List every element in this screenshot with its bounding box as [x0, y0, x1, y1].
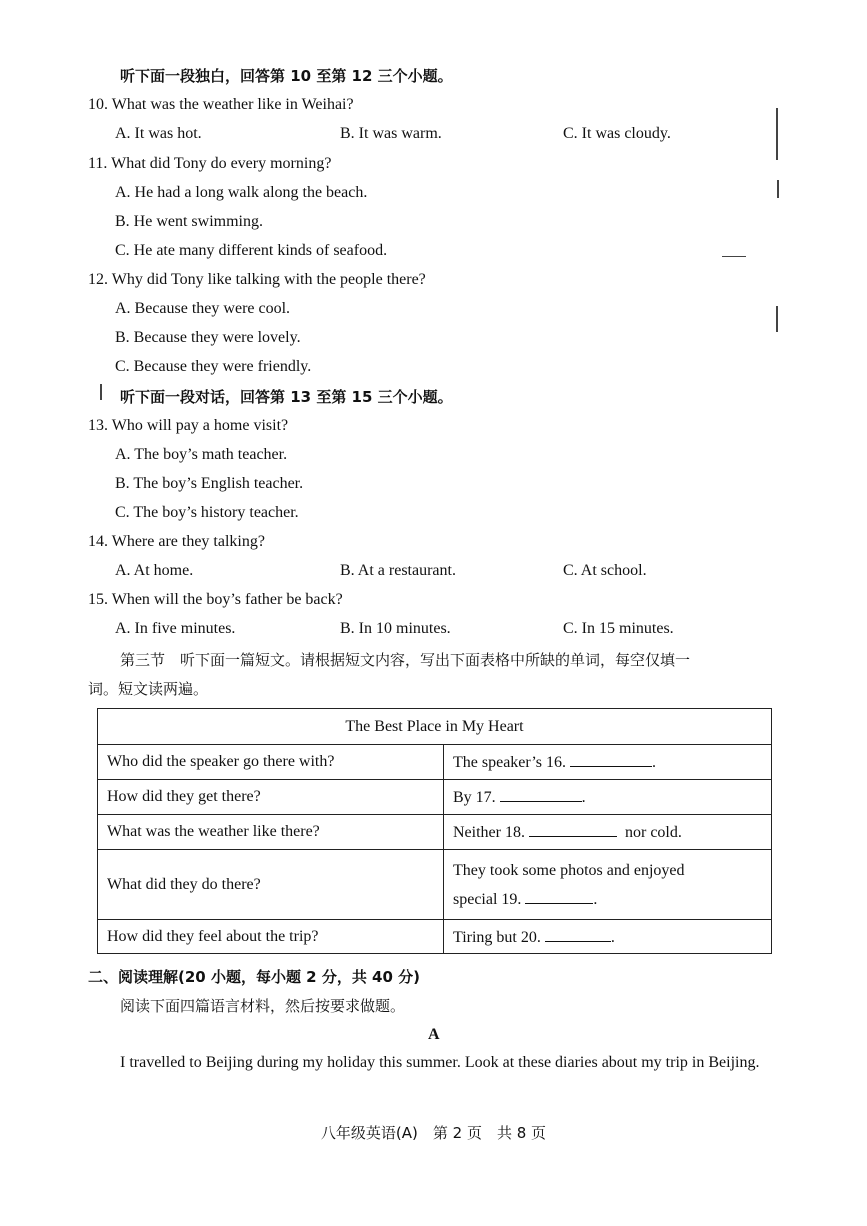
- table-question-cell: What did they do there?: [98, 850, 444, 920]
- table-title: The Best Place in My Heart: [98, 709, 772, 745]
- question-12-option-b: B. Because they were lovely.: [115, 329, 301, 346]
- answer-text-line1: They took some photos and enjoyed: [453, 861, 685, 879]
- table-answer-cell: [444, 920, 772, 954]
- question-14-option-b: B. At a restaurant.: [340, 562, 456, 579]
- part2-heading: 二、阅读理解(20 小题，每小题 2 分，共 40 分): [88, 968, 421, 986]
- answer-prefix: Tiring but 20.: [453, 928, 541, 946]
- question-12-stem: 12. Why did Tony like talking with the people there?: [88, 271, 426, 288]
- answer-suffix: .: [610, 928, 615, 946]
- table-question-cell: What was the weather like there?: [98, 815, 444, 850]
- answer-prefix: The speaker’s 16.: [453, 754, 566, 771]
- scan-artifact-line: [100, 384, 102, 400]
- table-question-cell: How did they get there?: [98, 780, 444, 815]
- table-answer-cell: [444, 815, 772, 850]
- table-row: [98, 815, 772, 850]
- answer-blank-16[interactable]: [570, 752, 652, 767]
- question-10-option-c: C. It was cloudy.: [563, 125, 671, 142]
- answer-prefix: special 19.: [453, 890, 522, 908]
- question-14-option-a: A. At home.: [115, 562, 194, 579]
- scan-artifact-line: [722, 256, 746, 257]
- answer-prefix: Neither 18.: [453, 824, 525, 841]
- question-11-option-c: C. He ate many different kinds of seafood.: [115, 242, 388, 259]
- table-answer-cell: [444, 850, 772, 920]
- answer-line-1: [453, 856, 762, 885]
- table-row: [98, 745, 772, 780]
- table-row: [98, 780, 772, 815]
- table-row: [98, 850, 772, 920]
- question-14-stem: 14. Where are they talking?: [88, 533, 265, 550]
- table-question-cell: Who did the speaker go there with?: [98, 745, 444, 780]
- question-14-option-c: C. At school.: [563, 562, 647, 579]
- answer-suffix: .: [593, 890, 598, 908]
- question-11-option-b: B. He went swimming.: [115, 213, 263, 230]
- question-13-option-c: C. The boy’s history teacher.: [115, 504, 299, 521]
- table-answer-cell: [444, 780, 772, 815]
- page-footer: 八年级英语(A) 第 2 页 共 8 页: [320, 1124, 547, 1142]
- section3-instruction-line1: 第三节 听下面一篇短文。请根据短文内容，写出下面表格中所缺的单词，每空仅填一: [120, 651, 691, 669]
- table-answer-cell: [444, 745, 772, 780]
- question-11-stem: 11. What did Tony do every morning?: [88, 155, 332, 172]
- answer-suffix: .: [652, 754, 656, 771]
- question-15-option-b: B. In 10 minutes.: [340, 620, 451, 637]
- question-15-option-c: C. In 15 minutes.: [563, 620, 674, 637]
- question-11-option-a: A. He had a long walk along the beach.: [115, 184, 368, 201]
- table-question-cell: How did they feel about the trip?: [98, 920, 444, 954]
- answer-blank-18[interactable]: [529, 822, 617, 837]
- question-10-stem: 10. What was the weather like in Weihai?: [88, 96, 354, 113]
- question-13-option-a: A. The boy’s math teacher.: [115, 446, 288, 463]
- answer-blank-20[interactable]: [545, 927, 611, 942]
- scan-artifact-line: [776, 108, 778, 160]
- section-heading-dialogue: 听下面一段对话，回答第 13 至第 15 三个小题。: [120, 388, 453, 406]
- section-heading-monologue: 听下面一段独白，回答第 10 至第 12 三个小题。: [120, 67, 453, 85]
- section3-instruction-line2: 词。短文读两遍。: [88, 680, 209, 698]
- question-13-stem: 13. Who will pay a home visit?: [88, 417, 289, 434]
- answer-suffix: nor cold.: [624, 824, 682, 841]
- question-10-option-a: A. It was hot.: [115, 125, 202, 142]
- part2-instruction: 阅读下面四篇语言材料，然后按要求做题。: [120, 997, 406, 1015]
- table-row: [98, 920, 772, 954]
- question-10-option-b: B. It was warm.: [340, 125, 442, 142]
- scan-artifact-line: [776, 306, 778, 332]
- answer-blank-17[interactable]: [500, 787, 582, 802]
- question-12-option-a: A. Because they were cool.: [115, 300, 291, 317]
- question-15-option-a: A. In five minutes.: [115, 620, 236, 637]
- passage-a-text: I travelled to Beijing during my holiday this summer. Look at these diaries about my trip in Beijing.: [120, 1054, 760, 1071]
- answer-blank-19[interactable]: [525, 889, 593, 904]
- answer-prefix: By 17.: [453, 789, 496, 806]
- scan-artifact-line: [777, 180, 779, 198]
- passage-a-label: A: [428, 1026, 440, 1043]
- question-15-stem: 15. When will the boy’s father be back?: [88, 591, 343, 608]
- answer-suffix: .: [581, 789, 586, 806]
- question-12-option-c: C. Because they were friendly.: [115, 358, 312, 375]
- listening-table: [97, 708, 772, 954]
- question-13-option-b: B. The boy’s English teacher.: [115, 475, 304, 492]
